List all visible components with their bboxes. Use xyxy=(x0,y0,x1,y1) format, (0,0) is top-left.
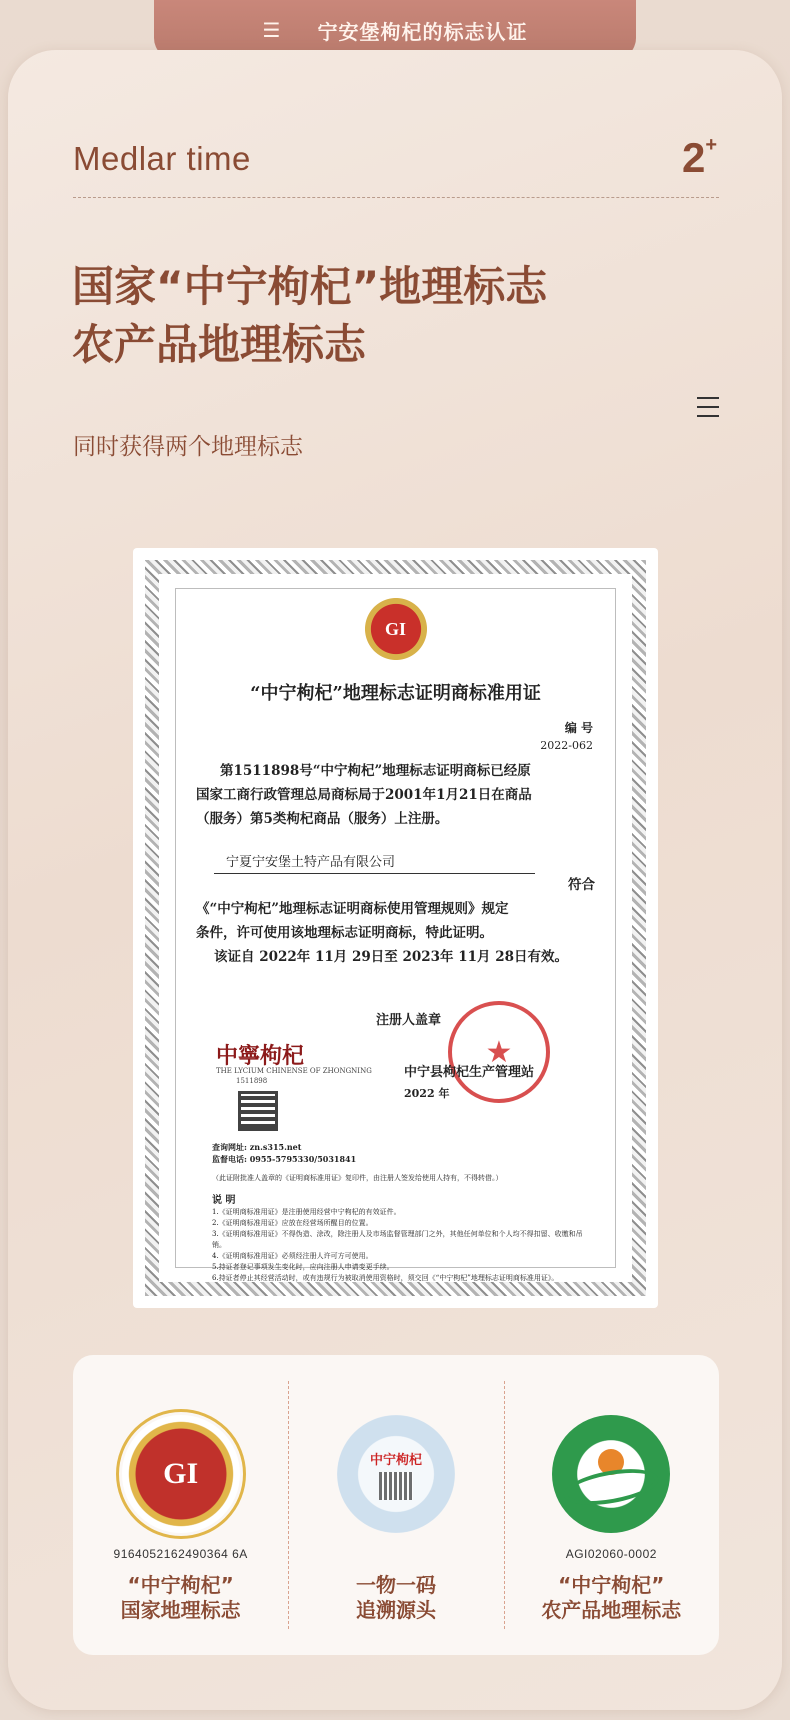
feature-title-line: 一物一码 xyxy=(355,1573,436,1597)
certificate-contact xyxy=(212,1141,356,1165)
certificate-company: 宁夏宁安堡土特产品有限公司 xyxy=(226,855,396,870)
page-number-value: 2 xyxy=(682,134,706,181)
feature-title-line: 国家地理标志 xyxy=(120,1598,241,1622)
certificate-body-line: 条件，许可使用该地理标志证明商标，特此证明。 xyxy=(196,925,493,941)
explain-item: 4.《证明商标准用证》必须经注册人许可方可使用。 xyxy=(212,1252,373,1260)
feature-title xyxy=(356,1573,436,1623)
certificate-station: 中宁县枸杞生产管理站 xyxy=(404,1065,535,1080)
feature-title-line: 追溯源头 xyxy=(355,1598,436,1622)
certificate-note: （此证附批准人盖章的《证明商标准用证》复印件，由注册人签发给使用人持有，不得转借。） xyxy=(212,1174,503,1182)
certificate-year: 2022 年 xyxy=(404,1087,450,1100)
red-seal-icon: ★ xyxy=(448,1001,550,1103)
certificate-body-line: 第1511898号“中宁枸杞”地理标志证明商标已经原 xyxy=(220,763,531,779)
page-number-suffix: + xyxy=(705,134,718,156)
explain-item: 2.《证明商标准用证》应放在经营场所醒目的位置。 xyxy=(212,1219,373,1227)
certificate-body-line: 国家工商行政管理总局商标局于2001年1月21日在商品 xyxy=(196,787,532,803)
page-number xyxy=(682,134,717,182)
certificate-body-line: 《“中宁枸杞”地理标志证明商标使用管理规则》规定 xyxy=(196,901,509,917)
trace-badge-text: 中宁枸杞 xyxy=(369,1452,422,1468)
contact-line: 监督电话: 0955-5795330/5031841 xyxy=(212,1154,357,1164)
feature-panel xyxy=(73,1355,719,1655)
certificate-seal-label: 注册人盖章 xyxy=(376,1013,442,1028)
explain-item: 3.《证明商标准用证》不得伪造、涂改，除注册人及市场监督管理部门之外，其他任何单位和个人均不得扣留、收缴和吊销。 xyxy=(212,1230,583,1249)
badge-caption: AGI02060-0002 xyxy=(565,1547,657,1561)
subhead: 同时获得两个地理标志 xyxy=(73,434,303,460)
agri-geo-indication-badge-icon xyxy=(552,1415,670,1533)
qr-code-icon xyxy=(238,1091,278,1131)
feature-agri xyxy=(504,1355,719,1655)
certificate-body xyxy=(196,759,595,831)
explain-item: 6.持证者停止其经营活动时，或有违规行为被取消使用资格时，须交回《“中宁枸杞”地理标志证明商标准用证》。 xyxy=(212,1274,559,1282)
feature-title-line: “中宁枸杞” xyxy=(127,1573,234,1597)
certificate-body-2 xyxy=(196,873,595,945)
zhongning-brand-logo: 中寧枸杞 xyxy=(216,1043,305,1069)
feature-trace xyxy=(288,1355,503,1655)
headline-line-1: 国家“中宁枸杞”地理标志 xyxy=(72,262,548,311)
feature-title xyxy=(541,1573,681,1623)
gi-emblem-icon: GI xyxy=(364,597,428,661)
certificate-image xyxy=(133,548,658,1308)
explain-item: 1.《证明商标准用证》是注册使用经营中宁枸杞的有效证件。 xyxy=(212,1208,401,1216)
feature-title-line: 农产品地理标志 xyxy=(541,1598,682,1622)
gi-badge-icon xyxy=(122,1415,240,1533)
header-title: 宁安堡枸杞的标志认证 xyxy=(317,19,528,44)
gi-badge-text: GI xyxy=(163,1457,199,1490)
badge-caption: 9164052162490364 6A xyxy=(113,1547,248,1561)
feature-title-line: “中宁枸杞” xyxy=(558,1573,665,1597)
certificate-body-line: 符合 xyxy=(568,877,595,893)
certificate-title: “中宁枸杞”地理标志证明商标准用证 xyxy=(250,683,541,704)
certificate-body-line: （服务）第5类枸杞商品（服务）上注册。 xyxy=(196,811,449,827)
hamburger-menu-icon[interactable] xyxy=(697,397,719,417)
feature-title xyxy=(121,1573,241,1623)
qr-code-icon xyxy=(379,1472,413,1500)
explain-item: 5.持证者登记事项发生变化时，应向注册人申请变更手续。 xyxy=(212,1263,394,1271)
contact-line: 查询网址: zn.s315.net xyxy=(212,1142,302,1152)
menu-icon[interactable]: ☰ xyxy=(262,18,282,42)
certificate-border xyxy=(145,560,646,1296)
certificate-serial-value: 2022-062 xyxy=(540,739,593,752)
page-title xyxy=(72,258,712,374)
trace-code-badge-icon xyxy=(337,1415,455,1533)
brand-logo-subtitle: THE LYCIUM CHINENSE OF ZHONGNING xyxy=(216,1067,372,1075)
certificate-serial-label: 编 号 xyxy=(564,721,593,735)
certificate-inner xyxy=(175,588,616,1282)
certificate-explain-title: 说 明 xyxy=(212,1195,236,1206)
orbit-icon xyxy=(561,1463,661,1511)
divider xyxy=(73,197,719,198)
certificate-explain xyxy=(212,1207,595,1284)
brand-label: Medlar time xyxy=(73,140,251,177)
feature-gi xyxy=(73,1355,288,1655)
headline-line-2: 农产品地理标志 xyxy=(72,320,367,369)
certificate-validity: 该证自 2022年 11月 29日至 2023年 11月 28日有效。 xyxy=(214,949,568,965)
brand-logo-registration: 1511898 xyxy=(236,1077,268,1085)
